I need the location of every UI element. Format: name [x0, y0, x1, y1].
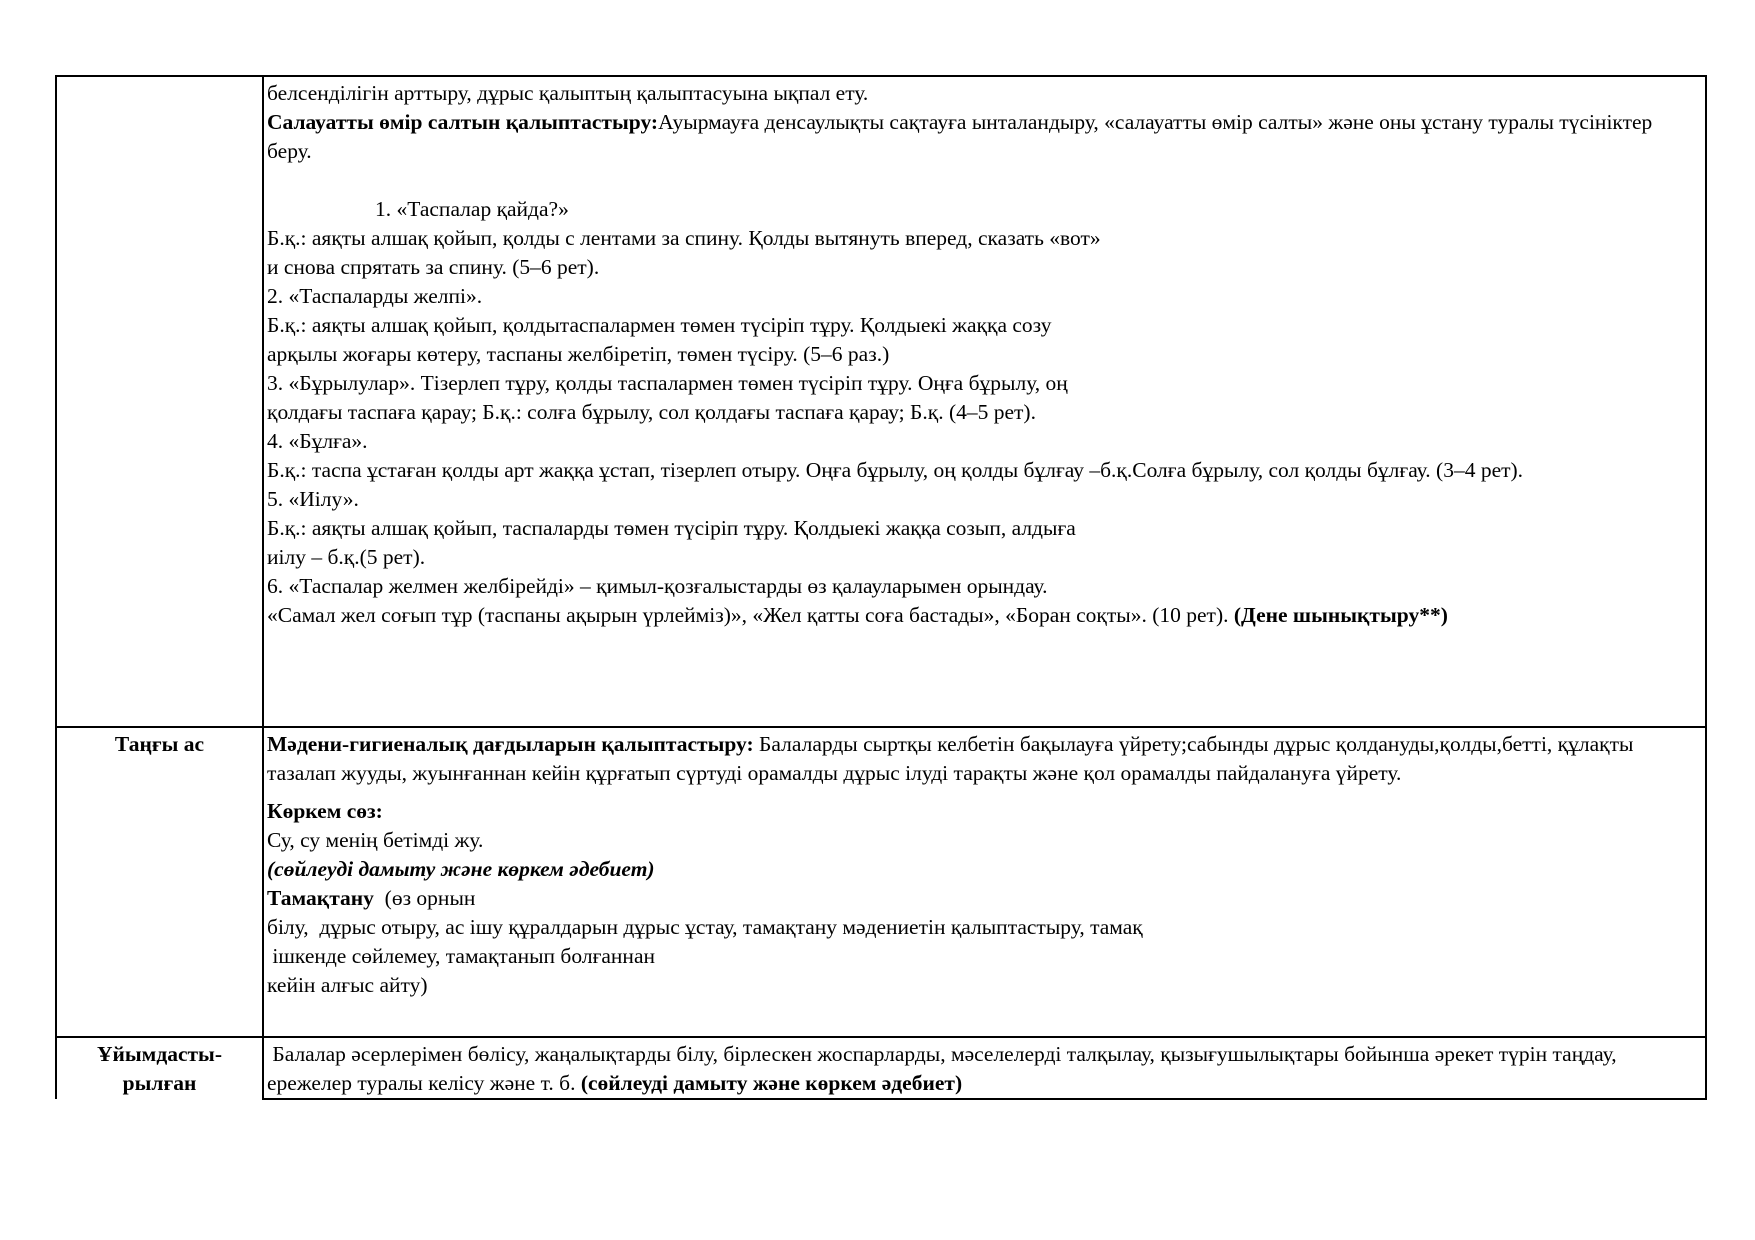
- text-line: Балаларды сыртқы келбетін бақылауға үйрету;сабынды дұрыс қолдануды,қолды,бетті, құлақты тазалап жууды, жуынғаннан кейін құрғатып сүртуді орамалды дұрыс ілуді тарақты және қол орамалды пайдалануға үйрету.: [267, 732, 1639, 785]
- text-line: Ауырмауға денсаулықты сақтауға ынталандыру, «салауатты өмір салты» және оны ұстану туралы түсініктер беру.: [267, 110, 1658, 163]
- schedule-table: [55, 75, 1707, 1100]
- text-line: [267, 884, 1701, 913]
- table-row: [56, 727, 1706, 1037]
- text-line: кейін алғыс айту): [267, 973, 428, 997]
- row-label-cell: [56, 727, 263, 1037]
- row-label: [57, 77, 262, 79]
- row-label-line: рылған: [122, 1071, 197, 1095]
- list-item: 2. «Таспаларды желпі».: [267, 284, 483, 308]
- text-line: арқылы жоғары көтеру, таспаны желбіретіп, төмен түсіру. (5–6 раз.): [267, 342, 890, 366]
- subject-tag: (сөйлеуді дамыту және көркем әдебиет): [267, 857, 655, 881]
- text-segment: Балалар әсерлерімен бөлісу, жаңалықтарды білу, бірлескен жоспарларды, мәселелерді талқылау, қызығушылықтары бойынша әрекет түрін таңдау, ережелер туралы келісу және т. б.: [267, 1042, 1622, 1095]
- text-segment: (өз орнын: [373, 886, 476, 910]
- row-content-cell: [263, 1037, 1706, 1099]
- spacer: [267, 166, 1701, 195]
- section-heading: Көркем сөз:: [267, 799, 383, 823]
- text-line: білу, дұрыс отыру, ас ішу құралдарын дұрыс ұстау, тамақтану мәдениетін қалыптастыру, тамақ: [267, 915, 1143, 939]
- text-line: қолдағы таспаға қарау; Б.қ.: солға бұрылу, сол қолдағы таспаға қарау; Б.қ. (4–5 рет).: [267, 400, 1036, 424]
- row-label-cell: [56, 1037, 263, 1099]
- text-line: Б.қ.: аяқты алшақ қойып, таспаларды төмен түсіріп тұру. Қолдыекі жаққа созып, алдыға: [267, 516, 1076, 540]
- text-line: Су, су менің бетімді жу.: [267, 828, 484, 852]
- text-line: Б.қ.: аяқты алшақ қойып, қолды с лентами за спину. Қолды вытянуть вперед, сказать «вот»: [267, 226, 1101, 250]
- section-heading: Салауатты өмір салтын қалыптастыру:: [267, 110, 659, 134]
- list-item: 3. «Бұрылулар». Тізерлеп тұру, қолды таспалармен төмен түсіріп тұру. Оңға бұрылу, оң: [267, 371, 1068, 395]
- table-row: [56, 76, 1706, 727]
- subject-tag: (сөйлеуді дамыту және көркем әдебиет): [580, 1071, 963, 1095]
- text-line: [267, 1040, 1701, 1098]
- section-heading: Мәдени-гигиеналық дағдыларын қалыптастыру:: [267, 732, 754, 756]
- row-label: Таңғы ас: [114, 732, 205, 756]
- row-label-line: Ұйымдасты-: [96, 1042, 223, 1066]
- text-segment: «Самал жел соғып тұр (таспаны ақырын үрлейміз)», «Жел қатты соға бастады», «Боран соқты». (10 рет).: [267, 603, 1234, 627]
- healthy-lifestyle-paragraph: [267, 108, 1701, 166]
- hygiene-paragraph: [267, 730, 1701, 788]
- list-item: 6. «Таспалар желмен желбірейді» – қимыл-қозғалыстарды өз қалауларымен орындау.: [267, 574, 1048, 598]
- subject-tag: (Дене шынықтыру**): [1233, 603, 1448, 627]
- text-line: и снова спрятать за спину. (5–6 рет).: [267, 255, 600, 279]
- organized-content: [264, 1038, 1705, 1098]
- text-line: Б.қ.: аяқты алшақ қойып, қолдытаспалармен төмен түсіріп тұру. Қолдыекі жаққа созу: [267, 313, 1052, 337]
- section-heading: Тамақтану: [267, 886, 374, 910]
- row-content-cell: [263, 76, 1706, 727]
- text-line: Б.қ.: таспа ұстаған қолды арт жаққа ұстап, тізерлеп отыру. Оңға бұрылу, оң қолды бұлғау –б.қ.Солға бұрылу, сол қолды бұлғау. (3–4 рет).: [267, 458, 1524, 482]
- text-line: ішкенде сөйлемеу, тамақтанып болғаннан: [267, 944, 655, 968]
- row-label: [57, 1038, 262, 1098]
- list-item: 5. «Иілу».: [267, 487, 359, 511]
- row-content-cell: [263, 727, 1706, 1037]
- list-item: 4. «Бұлға».: [267, 429, 368, 453]
- text-line: [267, 601, 1701, 630]
- text-line: белсенділігін арттыру, дұрыс қалыптың қалыптасуына ықпал ету.: [267, 81, 869, 105]
- spacer: [267, 788, 1701, 797]
- list-item: 1. «Таспалар қайда?»: [375, 197, 569, 221]
- breakfast-content: [264, 728, 1705, 1000]
- text-line: иілу – б.қ.(5 рет).: [267, 545, 426, 569]
- table-row: [56, 1037, 1706, 1099]
- exercise-content: [264, 77, 1705, 630]
- row-label-cell: [56, 76, 263, 727]
